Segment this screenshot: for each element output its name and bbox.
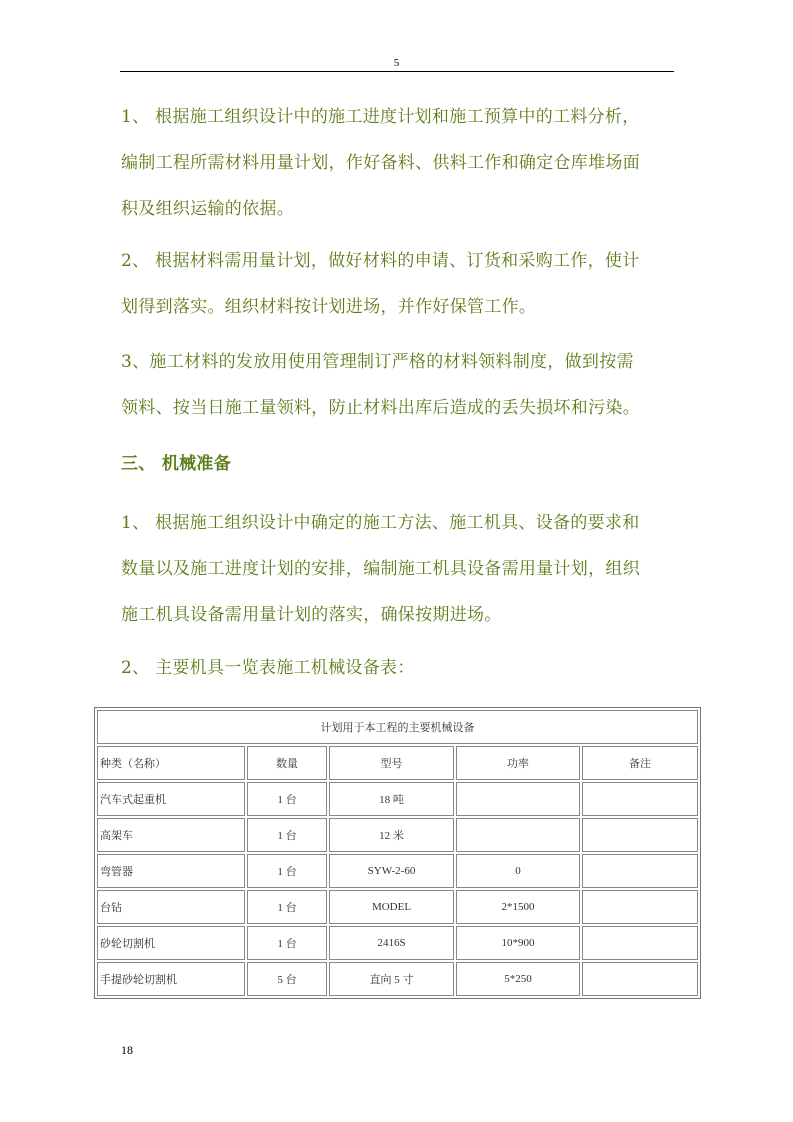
table-cell — [582, 818, 698, 852]
table-cell: 砂轮切割机 — [97, 926, 245, 960]
table-header-cell: 功率 — [456, 746, 580, 780]
table-cell — [456, 782, 580, 816]
paragraph-line: 编制工程所需材料用量计划，作好备料、供料工作和确定仓库堆场面 — [121, 153, 640, 173]
table-cell: 2*1500 — [456, 890, 580, 924]
table-title: 计划用于本工程的主要机械设备 — [97, 710, 698, 744]
equipment-table — [94, 707, 701, 999]
table-cell: 1 台 — [247, 782, 327, 816]
table-cell — [582, 962, 698, 996]
table-row — [97, 926, 698, 960]
table-header-cell: 种类（名称） — [97, 746, 245, 780]
paragraph-material-plan — [121, 94, 677, 232]
table-row — [97, 962, 698, 996]
table-cell: 10*900 — [456, 926, 580, 960]
table-cell: 0 — [456, 854, 580, 888]
table-cell — [582, 782, 698, 816]
header-page-number: 5 — [393, 57, 400, 69]
paragraph-machinery-plan — [121, 500, 677, 638]
table-cell — [582, 854, 698, 888]
table-title-row — [97, 710, 698, 744]
table-cell: 12 米 — [329, 818, 454, 852]
table-row — [97, 854, 698, 888]
table-cell: 5 台 — [247, 962, 327, 996]
paragraph-line: 2、 主要机具一览表施工机械设备表： — [121, 658, 415, 678]
table-header-cell: 备注 — [582, 746, 698, 780]
paragraph-equipment-list — [121, 645, 677, 691]
table-cell: 台钻 — [97, 890, 245, 924]
table-cell: 弯管器 — [97, 854, 245, 888]
table-header-row — [97, 746, 698, 780]
paragraph-line: 3、施工材料的发放用使用管理制订严格的材料领料制度，做到按需 — [121, 352, 634, 372]
table-cell: 高架车 — [97, 818, 245, 852]
paragraph-line: 划得到落实。组织材料按计划进场，并作好保管工作。 — [121, 297, 537, 317]
paragraph-line: 数量以及施工进度计划的安排，编制施工机具设备需用量计划，组织 — [121, 559, 640, 579]
paragraph-line: 领料、按当日施工量领料，防止材料出库后造成的丢失损坏和污染。 — [121, 398, 640, 418]
paragraph-material-issue — [121, 339, 677, 431]
table-cell — [582, 926, 698, 960]
footer-page-number: 18 — [121, 1043, 133, 1057]
table-cell: 汽车式起重机 — [97, 782, 245, 816]
table-cell: 1 台 — [247, 926, 327, 960]
table-cell: 直向 5 寸 — [329, 962, 454, 996]
table-cell — [456, 818, 580, 852]
table-cell — [582, 890, 698, 924]
table-cell: SYW-2-60 — [329, 854, 454, 888]
paragraph-line: 1、 根据施工组织设计中的施工进度计划和施工预算中的工料分析， — [121, 107, 640, 127]
table-header-cell: 型号 — [329, 746, 454, 780]
table-header-cell: 数量 — [247, 746, 327, 780]
paragraph-line: 施工机具设备需用量计划的落实，确保按期进场。 — [121, 605, 502, 625]
table-cell: 1 台 — [247, 854, 327, 888]
table-cell: 2416S — [329, 926, 454, 960]
table-cell: 18 吨 — [329, 782, 454, 816]
paragraph-line: 2、 根据材料需用量计划，做好材料的申请、订货和采购工作，使计 — [121, 251, 640, 271]
table-cell: 1 台 — [247, 890, 327, 924]
table-row — [97, 782, 698, 816]
table-cell: 手提砂轮切割机 — [97, 962, 245, 996]
table-cell: MODEL — [329, 890, 454, 924]
paragraph-line: 积及组织运输的依据。 — [121, 199, 294, 219]
table-cell: 1 台 — [247, 818, 327, 852]
paragraph-line: 1、 根据施工组织设计中确定的施工方法、施工机具、设备的要求和 — [121, 513, 640, 533]
table-row — [97, 890, 698, 924]
header-rule — [120, 71, 674, 72]
table-cell: 5*250 — [456, 962, 580, 996]
section-heading-machinery: 三、 机械准备 — [121, 454, 232, 474]
table-row — [97, 818, 698, 852]
paragraph-material-purchase — [121, 238, 677, 330]
